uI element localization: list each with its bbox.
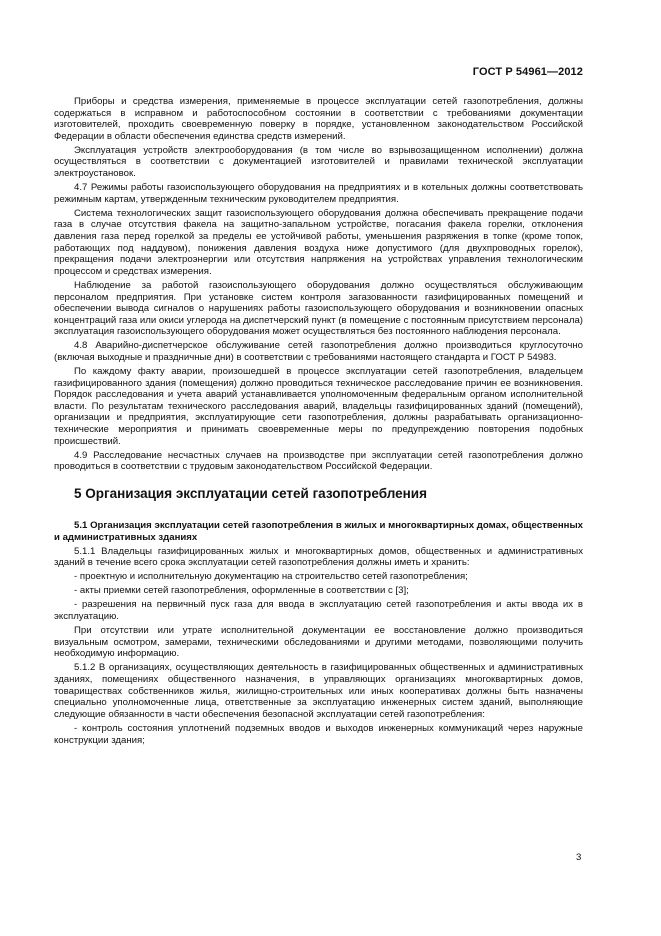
paragraph: Система технологических защит газоиспользующего оборудования должна обеспечивать прекращение подачи газа в случае отсутствия факела на защитно-запальном устройстве, погасания факела горелки, отклонения давления газа перед горелкой за пределы ее устойчивой работы, уменьшения разряжения в топке (кроме топок, работающих под наддувом), понижения давления воздуха ниже допустимого (для двухпроводных горелок), прекращения подачи электроэнергии или отсутствия напряжения на устройствах управления технологическим процессом и средствах измерения. (54, 207, 583, 277)
paragraph: По каждому факту аварии, произошедшей в процессе эксплуатации сетей газопотребления, владельцем газифицированного здания (помещения) должно проводиться техническое расследование причин ее возникновения. Порядок расследования и учета аварий устанавливается уполномоченным федеральным органом исполнительной власти. По результатам технического расследования аварий, владельцы газифицированных зданий (помещений), организации и предприятия, эксплуатирующие сети газопотребления, должны разрабатывать организационно-технические мероприятия и принимать своевременные меры по предупреждению повторения подобных происшествий. (54, 366, 583, 447)
paragraph: Эксплуатация устройств электрооборудования (в том числе во взрывозащищенном исполнении) должна осуществляться в соответствии с документацией изготовителей и правилами технической эксплуатации электроустановок. (54, 144, 583, 180)
paragraph: 5.1.2 В организациях, осуществляющих деятельность в газифицированных общественных и административных зданиях, помещениях общественного назначения, в управляющих организациях многоквартирных домов, товариществах собственников жилья, жилищно-строительных или иных кооперативах должны быть назначены специально уполномоченные лица, ответственные за эксплуатацию инженерных систем зданий, выполняющие следующие обязанности в части обеспечения безопасной эксплуатации сетей газопотребления: (54, 662, 583, 720)
paragraph: Наблюдение за работой газоиспользующего оборудования должно осуществляться обслуживающим персоналом предприятия. При установке систем контроля загазованности газифицированных помещений и обеспечении вывода сигналов о нарушениях работы газоиспользующего оборудования и возникновении опасных концентраций газа или окиси углерода на диспетчерский пункт (в помещение с постоянным присутствием персонала) эксплуатация газоиспользующего оборудования может осуществляться без постоянного наблюдения персонала. (54, 279, 583, 338)
list-item: - акты приемки сетей газопотребления, оформленные в соответствии с [3]; (74, 585, 409, 597)
list-item: - разрешения на первичный пуск газа для ввода в эксплуатацию сетей газопотребления и акты ввода их в эксплуатацию. (54, 599, 583, 623)
paragraph: При отсутствии или утрате исполнительной документации ее восстановление должно производиться визуальным осмотром, замерами, техническими обследованиями и другими методами, позволяющими получить необходимую информацию. (54, 625, 583, 660)
page-number: 3 (576, 852, 582, 863)
section-title: 5 Организация эксплуатации сетей газопотребления (74, 485, 427, 501)
subsection-title: 5.1 Организация эксплуатации сетей газопотребления в жилых и многоквартирных домах, общественных и административных зданиях (54, 519, 583, 543)
document-body (54, 96, 583, 749)
paragraph: 4.7 Режимы работы газоиспользующего оборудования на предприятиях и в котельных должны соответствовать режимным картам, утвержденным техническим руководителем предприятия. (54, 182, 583, 205)
paragraph: 4.9 Расследование несчастных случаев на производстве при эксплуатации сетей газопотребления должно проводиться в соответствии с трудовым законодательством Российской Федерации. (54, 449, 583, 473)
list-item: - контроль состояния уплотнений подземных вводов и выходов инженерных коммуникаций через наружные конструкции здания; (54, 722, 583, 746)
paragraph: Приборы и средства измерения, применяемые в процессе эксплуатации сетей газопотребления, должны содержаться в исправном и работоспособном состоянии в соответствии с требованиями документации изготовителей, проходить своевременную поверку в порядке, установленном законодательством Российской Федерации в области обеспечения единства средств измерений. (54, 96, 583, 142)
list-item: - проектную и исполнительную документацию на строительство сетей газопотребления; (74, 571, 468, 583)
paragraph: 4.8 Аварийно-диспетчерское обслуживание сетей газопотребления должно производиться круглосуточно (включая выходные и праздничные дни) в соответствии с требованиями настоящего стандарта и ГОСТ Р 54983. (54, 340, 583, 363)
document-header: ГОСТ Р 54961—2012 (472, 66, 583, 78)
paragraph: 5.1.1 Владельцы газифицированных жилых и многоквартирных домов, общественных и административных зданий в течение всего срока эксплуатации сетей газопотребления должны иметь и хранить: (54, 545, 583, 569)
